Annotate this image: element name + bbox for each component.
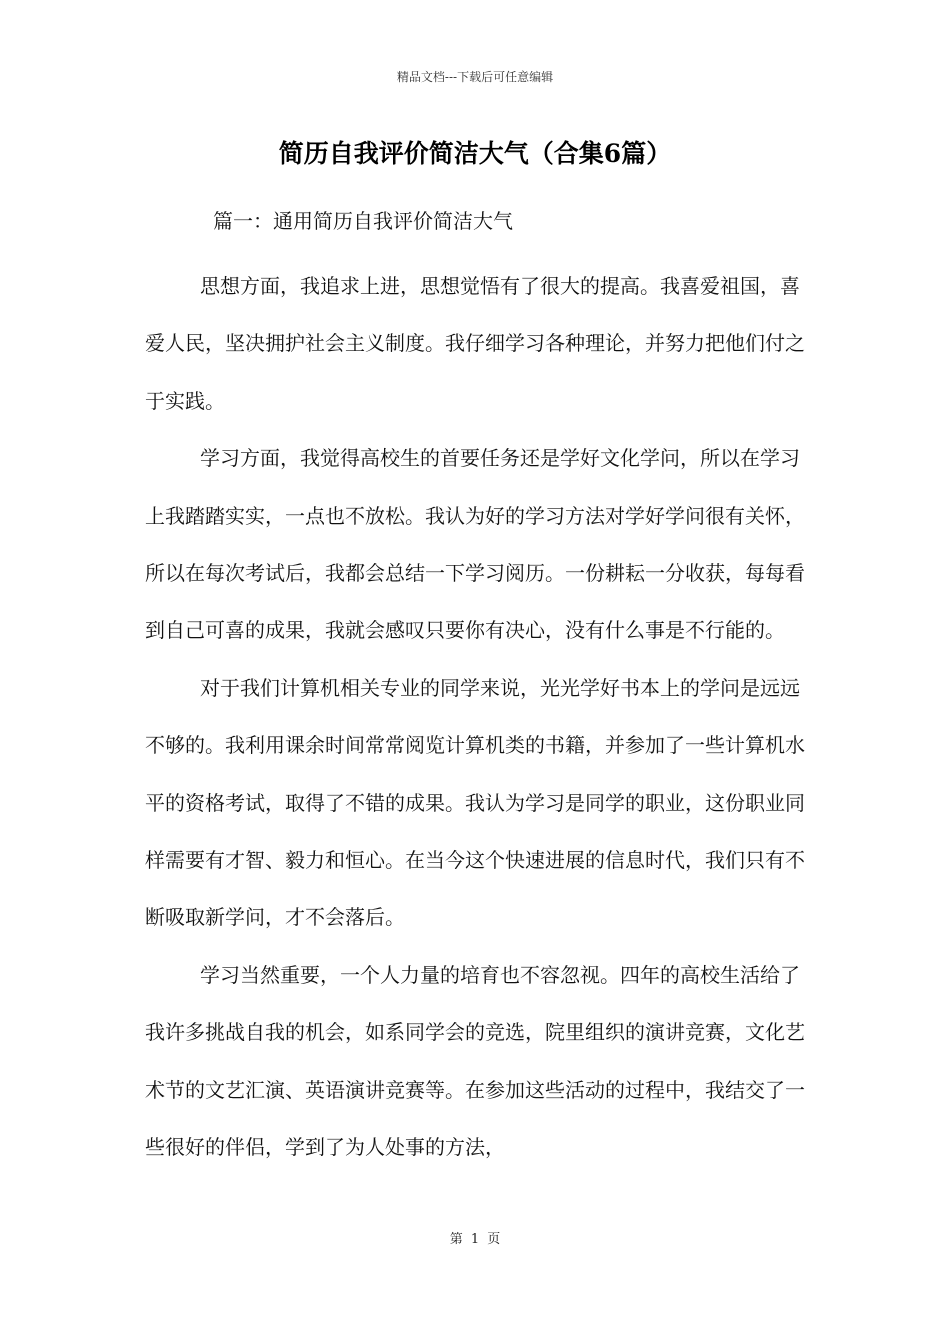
page-footer bbox=[0, 1228, 950, 1247]
page-number: 1 bbox=[470, 1232, 480, 1247]
paragraph-computer: 对于我们计算机相关专业的同学来说，光光学好书本上的学问是远远不够的。我利用课余时间常常阅览计算机类的书籍，并参加了一些计算机水平的资格考试，取得了不错的成果。我认为学习是同学的职业，这份职业同样需要有才智、毅力和恒心。在当今这个快速进展的信息时代，我们只有不断吸取新学问，才不会落后。 bbox=[145, 675, 805, 930]
page-number-suffix: 页 bbox=[487, 1232, 501, 1247]
page-header: 精品文档---下载后可任意编辑 bbox=[396, 70, 554, 84]
paragraph-ability: 学习当然重要，一个人力量的培育也不容忽视。四年的高校生活给了我许多挑战自我的机会，如系同学会的竞选，院里组织的演讲竞赛，文化艺术节的文艺汇演、英语演讲竞赛等。在参加这些活动的过程中，我结交了一些很好的伴侣，学到了为人处事的方法， bbox=[145, 962, 805, 1160]
body-text bbox=[145, 258, 813, 1177]
document-title: 简历自我评价简洁大气（合集6篇） bbox=[278, 139, 672, 168]
paragraph-thought: 思想方面，我追求上进，思想觉悟有了很大的提高。我喜爱祖国，喜爱人民，坚决拥护社会主义制度。我仔细学习各种理论，并努力把他们付之于实践。 bbox=[145, 274, 805, 413]
page-number-prefix: 第 bbox=[449, 1232, 463, 1247]
section-heading: 篇一：通用简历自我评价简洁大气 bbox=[213, 209, 513, 233]
paragraph-study: 学习方面，我觉得高校生的首要任务还是学好文化学问，所以在学习上我踏踏实实，一点也不放松。我认为好的学习方法对学好学问很有关怀，所以在每次考试后，我都会总结一下学习阅历。一份耕耘一分收获，每每看到自己可喜的成果，我就会感叹只要你有决心，没有什么事是不行能的。 bbox=[145, 446, 805, 643]
